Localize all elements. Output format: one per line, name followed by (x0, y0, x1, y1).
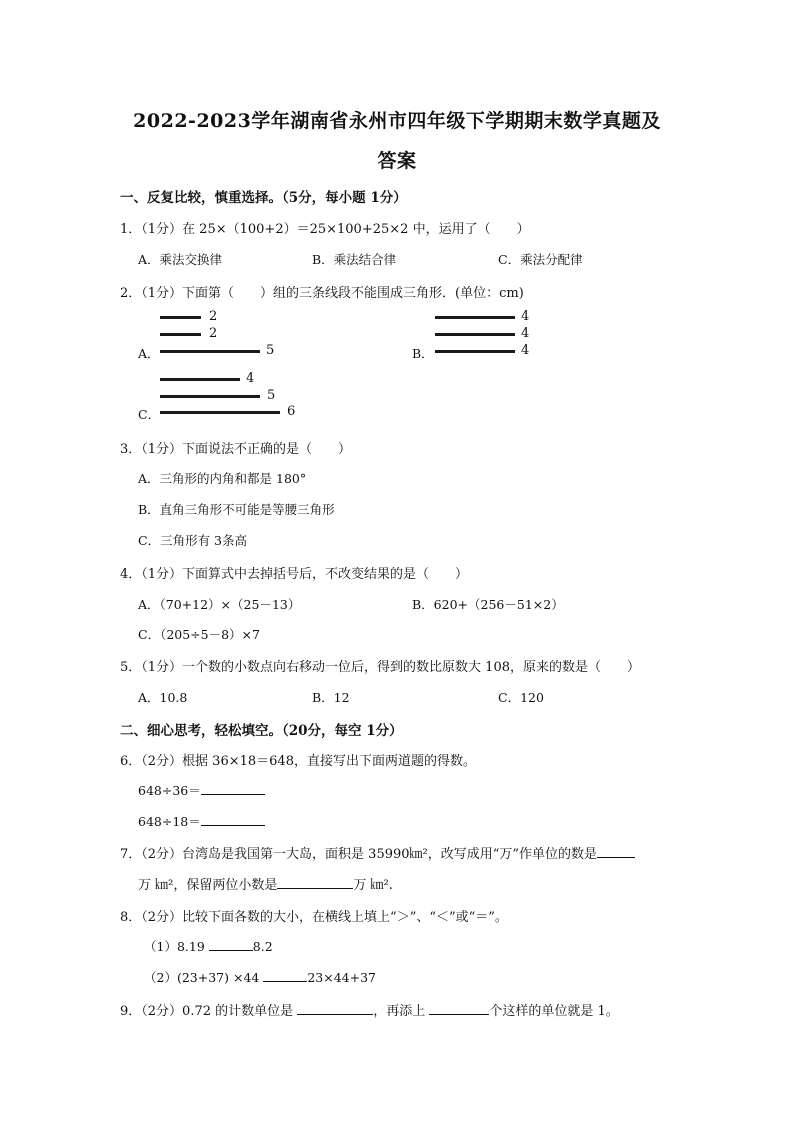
segment-a2-length: 2 (209, 326, 218, 341)
answer-blank[interactable] (209, 938, 253, 951)
question-3-option-a: A．三角形的内角和都是 180° (138, 471, 307, 486)
segment-a3 (160, 350, 260, 353)
segment-b2-length: 4 (521, 326, 530, 341)
segment-c1 (160, 378, 240, 381)
question-8-text-1b: 8.2 (252, 939, 273, 954)
question-4-option-a: A．（70+12）×（25－13） (138, 597, 301, 612)
question-8-text-2b: 23×44+37 (307, 970, 376, 985)
question-2-stem: 2．（1分）下面第（ ）组的三条线段不能围成三角形．(单位：cm) (120, 286, 524, 301)
question-5-option-c: C．120 (498, 690, 544, 705)
question-4-option-b: B．620+（256－51×2） (412, 597, 564, 612)
answer-blank[interactable] (429, 1002, 489, 1015)
question-4-stem: 4．（1分）下面算式中去掉括号后，不改变结果的是（ ） (120, 567, 469, 582)
page-title-line2: 答案 (377, 150, 417, 172)
section-heading-fill: 二、细心思考，轻松填空。（20分，每空 1分） (120, 723, 403, 739)
segment-b3 (435, 350, 515, 353)
question-3-option-b: B．直角三角形不可能是等腰三角形 (138, 502, 335, 517)
answer-blank[interactable] (277, 876, 353, 889)
question-2-option-a: A． (138, 346, 160, 361)
question-2-option-c: C． (138, 407, 161, 422)
question-8-line-1 (144, 937, 273, 955)
segment-a2 (160, 333, 201, 336)
question-6-expr-2: 648÷18＝ (138, 814, 201, 829)
question-4-option-c: C．（205÷5－8）×7 (138, 627, 260, 642)
segment-a1 (160, 316, 201, 319)
question-7-line-1 (120, 843, 635, 862)
page-title: 2022-2023学年湖南省永州市四年级下学期期末数学真题及 (133, 110, 661, 132)
question-7-line-2 (138, 874, 393, 893)
answer-blank[interactable] (297, 1002, 373, 1015)
segment-b1 (435, 316, 515, 319)
question-1-option-a: A．乘法交换律 (138, 252, 223, 267)
answer-blank[interactable] (263, 969, 307, 982)
segment-c1-length: 4 (246, 371, 255, 386)
segment-c3-length: 6 (287, 404, 296, 419)
question-6-line-1 (138, 781, 265, 799)
question-9-text-c: 个这样的单位就是 1。 (489, 1004, 619, 1019)
question-6-line-2 (138, 812, 265, 830)
question-1-option-c: C．乘法分配律 (498, 252, 583, 267)
segment-c2-length: 5 (267, 388, 276, 403)
segment-b1-length: 4 (521, 309, 530, 324)
question-9 (120, 1000, 619, 1019)
answer-blank[interactable] (201, 782, 265, 795)
question-8-stem: 8．（2分）比较下面各数的大小，在横线上填上“＞”、“＜”或“＝”。 (120, 910, 508, 925)
segment-c2 (160, 395, 260, 398)
question-3-option-c: C．三角形有 3条高 (138, 533, 247, 548)
question-5-option-b: B．12 (312, 690, 350, 705)
segment-a1-length: 2 (209, 309, 218, 324)
segment-a3-length: 5 (266, 343, 275, 358)
question-8-text-1a: （1）8.19 (144, 939, 209, 954)
segment-c3 (160, 411, 280, 414)
question-1-stem: 1．（1分）在 25×（100+2）＝25×100+25×2 中，运用了（ ） (120, 222, 530, 237)
question-8-text-2a: （2）(23+37) ×44 (144, 970, 264, 985)
section-heading-choice: 一、反复比较，慎重选择。（5分，每小题 1分） (120, 190, 407, 206)
question-8-line-2 (144, 968, 376, 986)
question-6-stem: 6．（2分）根据 36×18＝648，直接写出下面两道题的得数。 (120, 754, 476, 769)
question-1-option-b: B．乘法结合律 (312, 252, 397, 267)
segment-b3-length: 4 (521, 343, 530, 358)
question-6-expr-1: 648÷36＝ (138, 783, 201, 798)
answer-blank[interactable] (597, 845, 635, 858)
question-5-option-a: A．10.8 (138, 690, 188, 705)
question-2-option-b: B． (412, 346, 434, 361)
question-3-stem: 3．（1分）下面说法不正确的是（ ） (120, 442, 352, 457)
question-7-text-b: 万 ㎞². (353, 878, 393, 893)
question-5-stem: 5．（1分）一个数的小数点向右移动一位后，得到的数比原数大 108，原来的数是（ ） (120, 660, 640, 675)
question-9-text-b: ，再添上 (373, 1004, 430, 1019)
answer-blank[interactable] (201, 813, 265, 826)
question-7-text-a: 万 ㎞²，保留两位小数是 (138, 878, 278, 893)
segment-b2 (435, 333, 515, 336)
question-7-stem: 7．（2分）台湾岛是我国第一大岛，面积是 35990㎞²，改写成用“万”作单位的数是 (120, 847, 598, 862)
question-9-text-a: 9．（2分）0.72 的计数单位是 (120, 1004, 298, 1019)
